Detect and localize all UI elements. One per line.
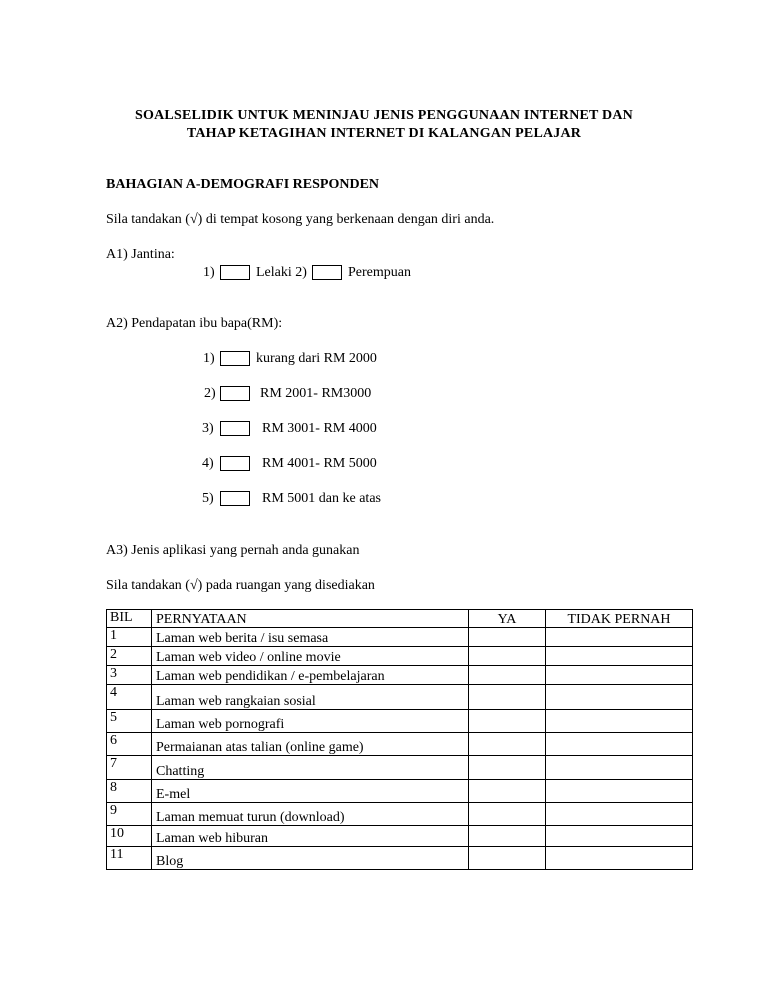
row-bil: 4 (107, 685, 152, 710)
a2-opt5-num: 5) (202, 491, 214, 506)
table-row (107, 780, 693, 803)
ya-cell[interactable] (469, 756, 546, 780)
row-statement: Laman web hiburan (152, 826, 469, 847)
row-statement: Laman memuat turun (download) (152, 803, 469, 826)
application-table (106, 609, 693, 870)
a1-opt2-text: Perempuan (348, 265, 411, 280)
tidak-pernah-cell[interactable] (546, 803, 693, 826)
ya-cell[interactable] (469, 685, 546, 710)
tidak-pernah-cell[interactable] (546, 647, 693, 666)
row-bil: 7 (107, 756, 152, 780)
a2-opt4-text: RM 4001- RM 5000 (262, 456, 377, 471)
header-tidak-pernah: TIDAK PERNAH (546, 610, 693, 628)
ya-cell[interactable] (469, 628, 546, 647)
row-bil: 10 (107, 826, 152, 847)
a2-opt2-checkbox[interactable] (220, 386, 250, 401)
ya-cell[interactable] (469, 710, 546, 733)
a1-opt1-num: 1) (203, 265, 215, 280)
doc-title-line1: SOALSELIDIK UNTUK MENINJAU JENIS PENGGUNAAN INTERNET DAN (135, 108, 633, 123)
tidak-pernah-cell[interactable] (546, 628, 693, 647)
tidak-pernah-cell[interactable] (546, 666, 693, 685)
tidak-pernah-cell[interactable] (546, 733, 693, 756)
row-bil: 11 (107, 847, 152, 870)
row-statement: Laman web berita / isu semasa (152, 628, 469, 647)
table-row (107, 826, 693, 847)
a2-label: A2) Pendapatan ibu bapa(RM): (106, 316, 283, 331)
table-header-row (107, 610, 693, 628)
a2-opt2-text: RM 2001- RM3000 (260, 386, 372, 401)
row-bil: 1 (107, 628, 152, 647)
a2-opt1-num: 1) (203, 351, 215, 366)
row-bil: 5 (107, 710, 152, 733)
a1-opt1-text: Lelaki 2) (256, 265, 307, 280)
row-bil: 2 (107, 647, 152, 666)
a3-instruction: Sila tandakan (√) pada ruangan yang disediakan (106, 578, 375, 593)
header-bil: BIL (107, 610, 152, 628)
table-row (107, 710, 693, 733)
row-statement: Permaianan atas talian (online game) (152, 733, 469, 756)
section-a-heading: BAHAGIAN A-DEMOGRAFI RESPONDEN (106, 177, 380, 192)
a3-label: A3) Jenis aplikasi yang pernah anda gunakan (106, 543, 360, 558)
a2-opt4-checkbox[interactable] (220, 456, 250, 471)
row-statement: Laman web rangkaian sosial (152, 685, 469, 710)
tidak-pernah-cell[interactable] (546, 756, 693, 780)
ya-cell[interactable] (469, 733, 546, 756)
ya-cell[interactable] (469, 847, 546, 870)
ya-cell[interactable] (469, 826, 546, 847)
row-bil: 9 (107, 803, 152, 826)
table-row (107, 628, 693, 647)
table-row (107, 847, 693, 870)
tidak-pernah-cell[interactable] (546, 847, 693, 870)
row-statement: E-mel (152, 780, 469, 803)
ya-cell[interactable] (469, 647, 546, 666)
table-row (107, 647, 693, 666)
tidak-pernah-cell[interactable] (546, 780, 693, 803)
tidak-pernah-cell[interactable] (546, 826, 693, 847)
row-statement: Blog (152, 847, 469, 870)
row-statement: Laman web pornografi (152, 710, 469, 733)
tidak-pernah-cell[interactable] (546, 710, 693, 733)
a2-opt5-checkbox[interactable] (220, 491, 250, 506)
ya-cell[interactable] (469, 666, 546, 685)
row-statement: Laman web video / online movie (152, 647, 469, 666)
a1-female-checkbox[interactable] (312, 265, 342, 280)
a1-label: A1) Jantina: (106, 247, 175, 262)
ya-cell[interactable] (469, 803, 546, 826)
table-row (107, 756, 693, 780)
a2-opt1-text: kurang dari RM 2000 (256, 351, 377, 366)
section-a-instruction: Sila tandakan (√) di tempat kosong yang berkenaan dengan diri anda. (106, 212, 495, 227)
a2-opt1-checkbox[interactable] (220, 351, 250, 366)
ya-cell[interactable] (469, 780, 546, 803)
row-bil: 6 (107, 733, 152, 756)
row-bil: 8 (107, 780, 152, 803)
a2-opt3-num: 3) (202, 421, 214, 436)
doc-title-line2: TAHAP KETAGIHAN INTERNET DI KALANGAN PELAJAR (186, 126, 582, 141)
tidak-pernah-cell[interactable] (546, 685, 693, 710)
table-row (107, 666, 693, 685)
a2-opt3-text: RM 3001- RM 4000 (262, 421, 377, 436)
row-bil: 3 (107, 666, 152, 685)
row-statement: Laman web pendidikan / e-pembelajaran (152, 666, 469, 685)
header-ya: YA (469, 610, 546, 628)
header-statement: PERNYATAAN (152, 610, 469, 628)
a1-male-checkbox[interactable] (220, 265, 250, 280)
a2-opt2-num: 2) (204, 386, 216, 401)
table-row (107, 733, 693, 756)
table-row (107, 803, 693, 826)
a2-opt5-text: RM 5001 dan ke atas (262, 491, 381, 506)
a2-opt4-num: 4) (202, 456, 214, 471)
table-row (107, 685, 693, 710)
a2-opt3-checkbox[interactable] (220, 421, 250, 436)
row-statement: Chatting (152, 756, 469, 780)
